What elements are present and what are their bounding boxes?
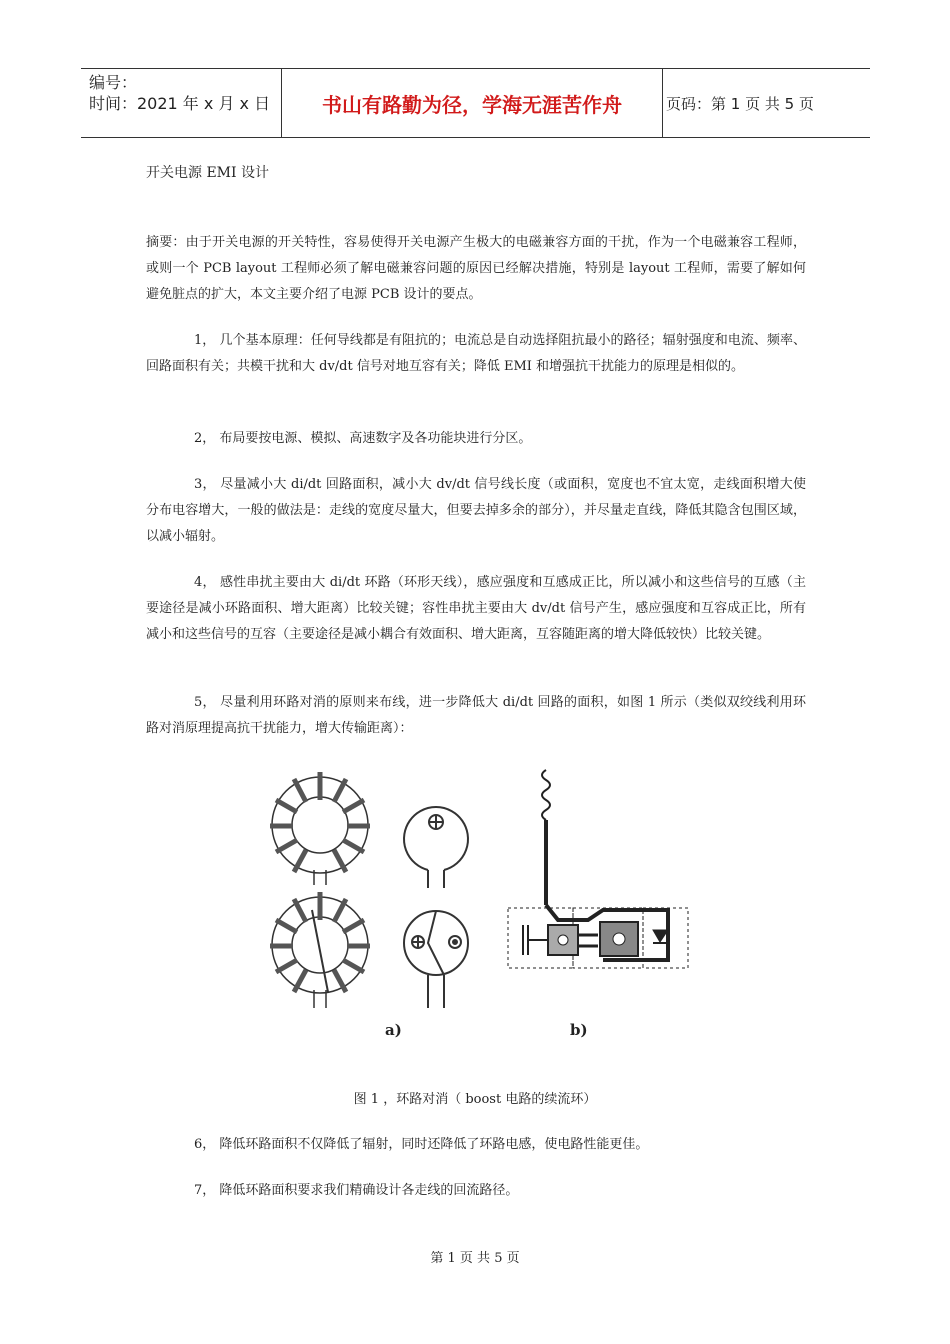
paragraph-3: 3， 尽量减小大 di/dt 回路面积，减小大 dv/dt 信号线长度（或面积，宽度也不宜太宽，走线面积增大使分布电容增大，一般的做法是：走线的宽度尽量大，但要去掉多余的部分），并尽量走直线，降低其隐含包围区域，以减小辐射。 (146, 477, 806, 544)
header-page-label: 页码：第 1 页 共 5 页 (666, 94, 814, 113)
paragraph-7: 7， 降低环路面积要求我们精确设计各走线的回流路径。 (194, 1183, 519, 1198)
page-footer: 第 1 页 共 5 页 (430, 1251, 520, 1266)
doc-title: 开关电源 EMI 设计 (146, 165, 269, 181)
loop-cancellation-figure (258, 760, 698, 1050)
header-info (81, 69, 281, 137)
paragraph-4: 4， 感性串扰主要由大 di/dt 环路（环形天线），感应强度和互感成正比，所以减小和这些信号的互感（主要途径是减小环路面积、增大距离）比较关键；容性串扰主要由大 dv/dt 信号产生，感应强度和互容成正比，所有减小和这些信号的互容（主要途径是减小耦合有效面积、增大距离，互容随距离的增大降低较快）比较关键。 (146, 575, 806, 642)
figure-caption: 图 1 ，环路对消（ boost 电路的续流环） (353, 1092, 597, 1107)
single-loop-diagram (404, 807, 468, 888)
header-motto: 书山有路勤为径，学海无涯苦作舟 (281, 69, 663, 137)
page-header (81, 68, 870, 138)
paragraph-2: 2， 布局要按电源、模拟、高速数字及各功能块进行分区。 (194, 431, 532, 446)
number-label: 编号： (89, 73, 138, 92)
toroid-coil-bottom (270, 892, 370, 1008)
paragraph-5: 5， 尽量利用环路对消的原则来布线，进一步降低大 di/dt 回路的面积，如图 1 所示（类似双绞线利用环路对消原理提高抗干扰能力，增大传输距离）： (146, 695, 806, 736)
figure-label-b: b) (570, 1021, 588, 1039)
figure-1 (258, 760, 698, 1050)
paragraph-6: 6， 降低环路面积不仅降低了辐射，同时还降低了环路电感，使电路性能更佳。 (194, 1137, 649, 1152)
paragraph-1: 1， 几个基本原理：任何导线都是有阻抗的；电流总是自动选择阻抗最小的路径；辐射强度和电流、频率、回路面积有关；共模干扰和大 dv/dt 信号对地互容有关；降低 EMI 和增强抗干扰能力的原理是相似的。 (146, 333, 806, 374)
time-label: 时间：2021 年 x 月 x 日 (89, 94, 271, 113)
abstract: 摘要：由于开关电源的开关特性，容易使得开关电源产生极大的电磁兼容方面的干扰，作为一个电磁兼容工程师，或则一个 PCB layout 工程师必须了解电磁兼容问题的原因已经解决措施，特别是 layout 工程师，需要了解如何避免脏点的扩大，本文主要介绍了电源 PCB 设计的要点。 (146, 235, 806, 302)
cancelled-loop-diagram (404, 911, 468, 1008)
toroid-coil-top (270, 772, 370, 885)
boost-circuit-layout (508, 770, 688, 968)
figure-label-a: a) (385, 1021, 402, 1039)
